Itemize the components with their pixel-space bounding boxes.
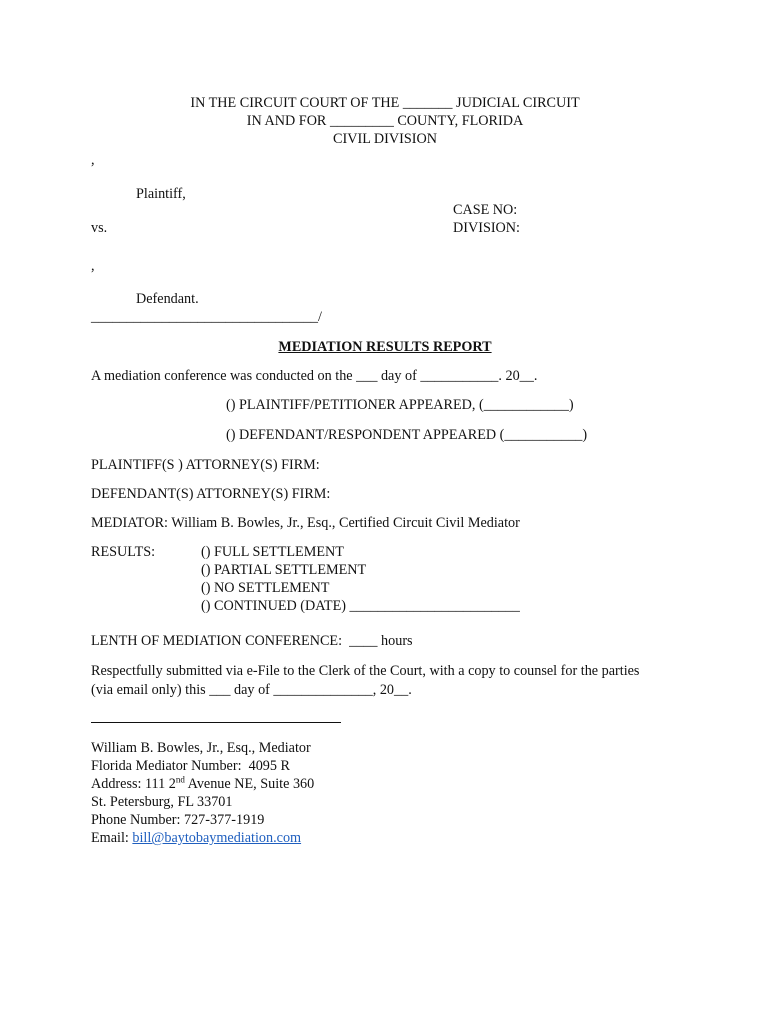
results-label: RESULTS:	[91, 544, 156, 560]
defendant-appeared-line: () DEFENDANT/RESPONDENT APPEARED (___________)	[226, 427, 588, 443]
caption-separator: ________________________________/	[91, 309, 322, 325]
court-caption-line2: IN AND FOR _________ COUNTY, FLORIDA	[246, 113, 524, 129]
defendant-name-comma: ,	[91, 258, 95, 274]
mediator-phone: Phone Number: 727-377-1919	[91, 812, 265, 828]
signature-name: William B. Bowles, Jr., Esq., Mediator	[91, 740, 311, 756]
defendant-attorney-firm: DEFENDANT(S) ATTORNEY(S) FIRM:	[91, 486, 331, 502]
result-full-settlement: () FULL SETTLEMENT	[201, 544, 344, 560]
mediator-number: Florida Mediator Number: 4095 R	[91, 758, 290, 774]
address-superscript: nd	[175, 774, 185, 785]
case-no-label: CASE NO:	[453, 202, 518, 218]
plaintiff-appeared-line: () PLAINTIFF/PETITIONER APPEARED, (____________)	[226, 397, 574, 413]
conference-length-line: LENTH OF MEDIATION CONFERENCE: ____ hours	[91, 633, 413, 649]
defendant-label: Defendant.	[136, 291, 199, 307]
submitted-line-2: (via email only) this ___ day of ______________, 20__.	[91, 682, 412, 698]
mediator-line: MEDIATOR: William B. Bowles, Jr., Esq., Certified Circuit Civil Mediator	[91, 515, 520, 531]
mediator-city: St. Petersburg, FL 33701	[91, 794, 233, 810]
result-continued: () CONTINUED (DATE) ________________________	[201, 598, 520, 614]
division-label: DIVISION:	[453, 220, 520, 236]
conference-conducted-line: A mediation conference was conducted on the ___ day of ___________. 20__.	[91, 368, 538, 384]
address-prefix: Address: 111 2	[91, 776, 176, 792]
mediator-email	[91, 829, 301, 847]
report-title: MEDIATION RESULTS REPORT	[278, 339, 492, 355]
plaintiff-label: Plaintiff,	[136, 186, 186, 202]
mediator-address	[91, 775, 314, 793]
email-link[interactable]: bill@baytobaymediation.com	[132, 830, 302, 846]
signature-line	[91, 722, 341, 723]
result-no-settlement: () NO SETTLEMENT	[201, 580, 330, 596]
result-partial-settlement: () PARTIAL SETTLEMENT	[201, 562, 367, 578]
versus-label: vs.	[91, 220, 108, 236]
court-caption-line3: CIVIL DIVISION	[333, 131, 437, 147]
court-caption-line1: IN THE CIRCUIT COURT OF THE _______ JUDICIAL CIRCUIT	[190, 95, 580, 111]
submitted-line-1: Respectfully submitted via e-File to the Clerk of the Court, with a copy to counsel for the parties	[91, 663, 640, 679]
plaintiff-attorney-firm: PLAINTIFF(S ) ATTORNEY(S) FIRM:	[91, 457, 320, 473]
address-suffix: Avenue NE, Suite 360	[184, 776, 315, 792]
plaintiff-name-comma: ,	[91, 152, 95, 168]
email-label: Email:	[91, 830, 133, 846]
